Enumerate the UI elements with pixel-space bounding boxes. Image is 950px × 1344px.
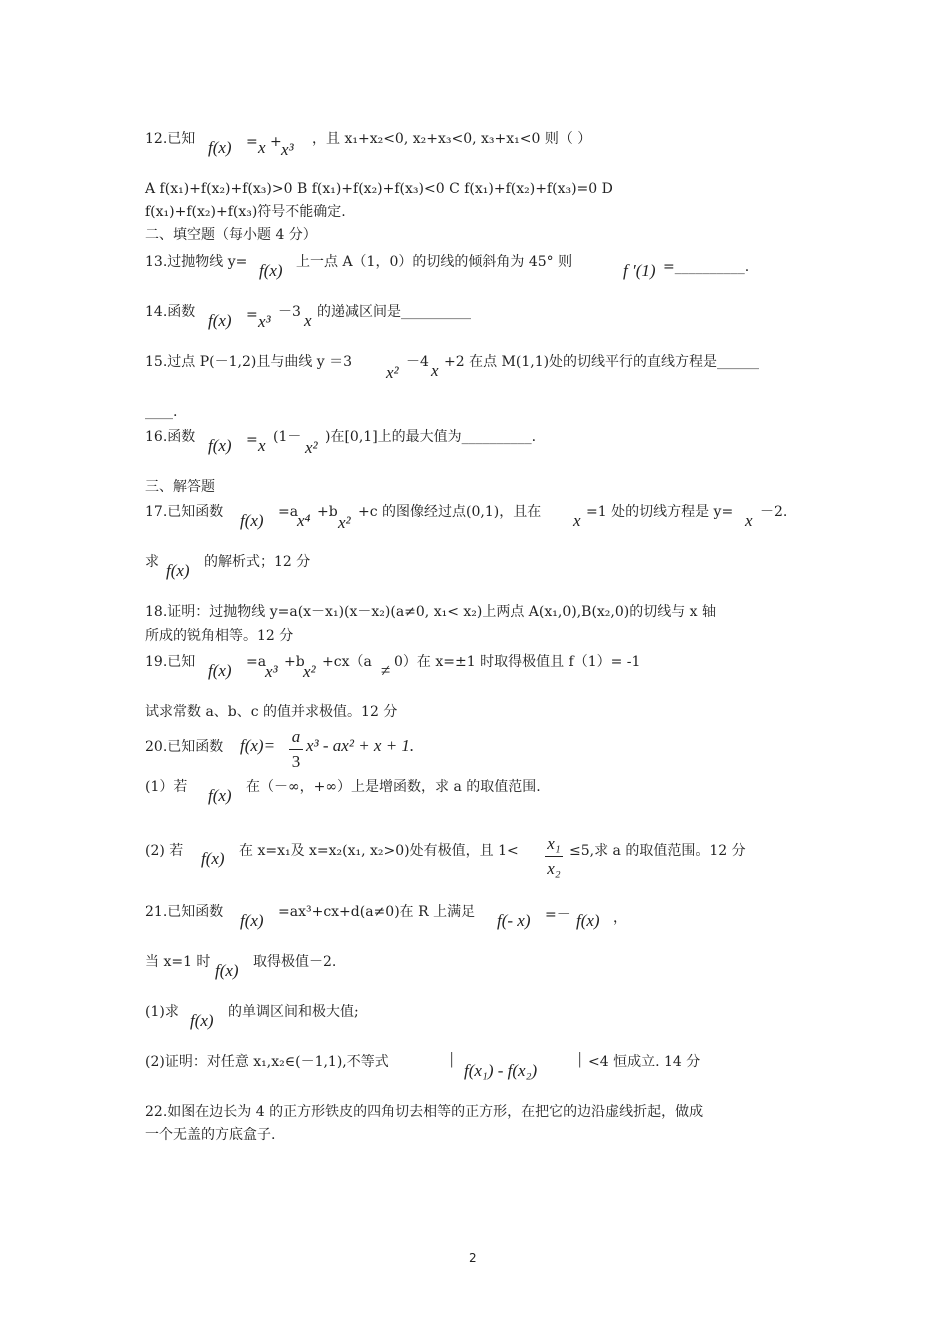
q17-x4: x⁴ [297, 511, 311, 530]
q12-cond: ，且 x₁+x₂<0, x₂+x₃<0, x₃+x₁<0 则（ ） [312, 131, 592, 147]
q19-fx: f(x) [208, 661, 232, 680]
q16-text-a: 16.函数 [145, 429, 196, 445]
q16-eq: = [246, 432, 258, 448]
q12-x3: x³ [281, 140, 294, 159]
q13-fx: f(x) [259, 261, 283, 280]
section-fill-in-heading: 二、填空题（每小题 4 分） [145, 227, 317, 243]
q17-text-a: 17.已知函数 [145, 504, 224, 520]
q12-plus: + [270, 134, 282, 150]
q13-text-b: 上一点 A（1，0）的切线的倾斜角为 45° 则 [296, 254, 573, 270]
q20-polynomial: x³ - ax² + x + 1. [306, 736, 415, 755]
q14-text-a: 14.函数 [145, 304, 196, 320]
q12-eq: = [246, 134, 258, 150]
q20-numerator: a [291, 727, 301, 746]
q21-part2-a: (2)证明：对任意 x₁,x₂∈(－1,1),不等式 [145, 1054, 389, 1070]
q19-text-b: 0）在 x=±1 时取得极值且 f（1）= -1 [394, 654, 641, 670]
q21-text-d: 取得极值－2. [253, 954, 337, 970]
q19-neq: ≠ [381, 661, 391, 680]
q21-part1-a: (1)求 [145, 1004, 179, 1020]
q21-part1-b: 的单调区间和极大值; [228, 1004, 359, 1020]
q21-eq-neg: =－ [545, 907, 571, 923]
q14-eq: = [246, 307, 258, 323]
q14-x3: x³ [258, 312, 271, 331]
q20-part2-a: (2) 若 [145, 843, 184, 859]
q12-x: x [258, 138, 266, 157]
q14-x: x [304, 311, 312, 330]
q21-part2-b: <4 恒成立. 14 分 [588, 1054, 701, 1070]
q21-text-c: 当 x=1 时 [145, 954, 211, 970]
q21-f-neg-x: f(- x) [497, 911, 531, 930]
q17-fx: f(x) [240, 511, 264, 530]
q17-x2: x² [338, 513, 351, 532]
q20-part2-c: ≤5,求 a 的取值范围。12 分 [569, 843, 746, 859]
q20-fraction-bar [289, 749, 303, 750]
q17-a: =a [278, 504, 299, 520]
q16-fx: f(x) [208, 436, 232, 455]
q13-text-a: 13.过抛物线 y= [145, 254, 248, 270]
q13-fprime: f ′(1) [623, 261, 656, 280]
section-answer-heading: 三、解答题 [145, 479, 215, 495]
q15-x2: x² [386, 363, 399, 382]
q17-x: x [573, 511, 581, 530]
q17-text-f: 的解析式；12 分 [204, 554, 311, 570]
q20-ratio-denominator: x₂ [547, 859, 561, 878]
q20-f-eq: f(x)= [240, 736, 276, 755]
q20-denominator: 3 [291, 752, 301, 771]
q16-x: x [258, 436, 266, 455]
q20-fraction [289, 727, 303, 772]
q20-part1-fx: f(x) [208, 786, 232, 805]
q21-fdiff: f(x₁) - f(x₂) [464, 1061, 538, 1080]
q19-cx: +cx（a [322, 654, 372, 670]
q16-text-b: )在[0,1]上的最大值为__________. [325, 429, 537, 445]
q20-part2-fx: f(x) [201, 849, 225, 868]
q19-x3: x³ [265, 662, 278, 681]
q17-text-b: +c 的图像经过点(0,1)，且在 [358, 504, 542, 520]
q15-minus4: －4 [406, 354, 429, 370]
q20-ratio-fraction [545, 834, 563, 879]
q20-part2-b: 在 x=x₁及 x=x₂(x₁, x₂>0)处有极值，且 1< [239, 843, 519, 859]
q17-x-tangent: x [745, 511, 753, 530]
q20-text-a: 20.已知函数 [145, 739, 224, 755]
q12-options: A f(x₁)+f(x₂)+f(x₃)>0 B f(x₁)+f(x₂)+f(x₃)<0 C f(x₁)+f(x₂)+f(x₃)=0 D [145, 181, 613, 197]
q17-text-c: =1 处的切线方程是 y= [586, 504, 734, 520]
q19-x2: x² [303, 662, 316, 681]
q21-fx: f(x) [240, 911, 264, 930]
q21-abs-right: | [578, 1049, 582, 1068]
q19-a: =a [246, 654, 267, 670]
q18-line1: 18.证明：过抛物线 y=a(x－x₁)(x－x₂)(a≠0, x₁< x₂)上两点 A(x₁,0),B(x₂,0)的切线与 x 轴 [145, 604, 717, 620]
q16-paren: (1－ [273, 429, 302, 445]
q18-line2: 所成的锐角相等。12 分 [145, 628, 294, 644]
q14-fx: f(x) [208, 311, 232, 330]
q20-part1-b: 在（－∞，+∞）上是增函数，求 a 的取值范围. [246, 779, 541, 795]
q21-fx-2: f(x) [576, 911, 600, 930]
q21-text-a: 21.已知函数 [145, 904, 224, 920]
q21-part1-fx: f(x) [190, 1011, 214, 1030]
q12-option-d: f(x₁)+f(x₂)+f(x₃)符号不能确定. [145, 204, 346, 220]
q19-b: +b [284, 654, 305, 670]
q15-x: x [431, 361, 439, 380]
q17-text-e: 求 [145, 554, 159, 570]
q14-text-b: 的递减区间是__________ [317, 304, 471, 320]
q22-line2: 一个无盖的方底盒子. [145, 1127, 276, 1143]
q15-text-b: +2 在点 M(1,1)处的切线平行的直线方程是______ [444, 354, 760, 370]
q16-x2: x² [305, 438, 318, 457]
q17-fx-2: f(x) [166, 561, 190, 580]
q19-line2: 试求常数 a、b、c 的值并求极值。12 分 [145, 704, 398, 720]
q21-text-b: =ax³+cx+d(a≠0)在 R 上满足 [278, 904, 476, 920]
q21-fx-3: f(x) [215, 961, 239, 980]
page-number: 2 [469, 1251, 477, 1265]
q19-text-a: 19.已知 [145, 654, 196, 670]
q12-line1: 12.已知 [145, 131, 196, 147]
q14-minus3: －3 [278, 304, 301, 320]
q12-fx: f(x) [208, 138, 232, 157]
q21-comma: ， [613, 910, 627, 926]
q21-abs-left: | [450, 1049, 454, 1068]
q17-b: +b [317, 504, 338, 520]
q15-blank-tail: ____. [145, 404, 178, 420]
q20-ratio-bar [545, 856, 563, 857]
q20-part1-a: (1）若 [145, 779, 188, 795]
q13-blank: =__________. [663, 259, 750, 275]
q22-line1: 22.如图在边长为 4 的正方形铁皮的四角切去相等的正方形，在把它的边沿虚线折起，做成 [145, 1104, 704, 1120]
q20-ratio-numerator: x₁ [547, 834, 561, 853]
q17-text-d: －2. [760, 504, 788, 520]
q15-text-a: 15.过点 P(－1,2)且与曲线 y ＝3 [145, 354, 353, 370]
